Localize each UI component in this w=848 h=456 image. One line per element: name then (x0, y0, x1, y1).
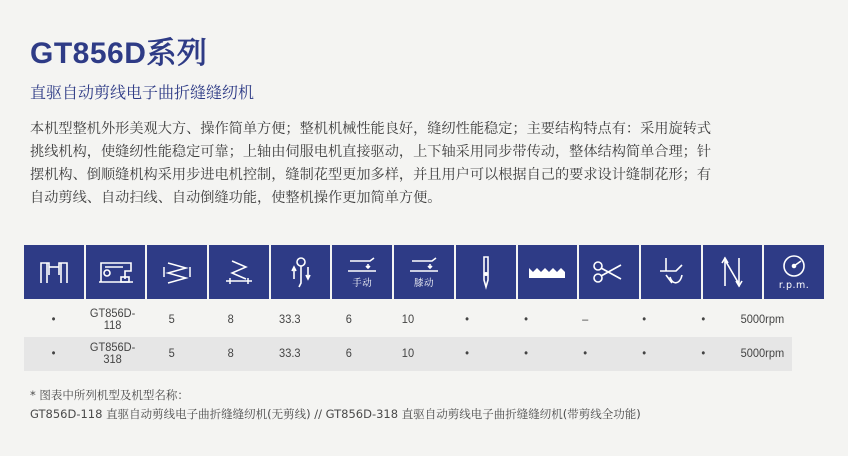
description-line: 摆机构、倒顺缝机构采用步进电机控制，缝制花型更加多样，并且用户可以根据自己的要求设计缝制花形；有 (30, 167, 712, 183)
spec-table-header (24, 245, 824, 299)
table-cell: 5000rpm (740, 348, 785, 360)
table-cell: • (524, 314, 529, 326)
speed-caption: r.p.m. (778, 280, 810, 291)
description-line: 挑线机构，使缝纫性能稳定可靠；上轴由伺服电机直接驱动，上下轴采用同步带传动，整体结构简单合理；针 (30, 144, 712, 160)
table-cell: • (701, 348, 706, 360)
feed-dog-icon (518, 245, 580, 299)
footnote (30, 386, 641, 424)
table-cell: 33.3 (279, 314, 301, 326)
hand-lift-caption: 手动 (352, 278, 373, 289)
table-row (24, 303, 792, 337)
table-cell: • (51, 348, 56, 360)
table-row (24, 337, 792, 371)
table-cell: • (465, 348, 469, 360)
table-cell: • (701, 314, 706, 326)
hand-lift-icon (332, 245, 394, 299)
description (30, 118, 830, 210)
needle-icon (456, 245, 518, 299)
sewing-machine-icon (86, 245, 148, 299)
zigzag-direction-icon (703, 245, 765, 299)
reverse-stitch-icon (641, 245, 703, 299)
page-subtitle: 直驱自动剪线电子曲折缝缝纫机 (30, 83, 255, 102)
description-line: 自动剪线、自动扫线、自动倒缝功能，使整机操作更加简单方便。 (30, 190, 442, 206)
zigzag-width-icon (147, 245, 209, 299)
needle-bar-icon (271, 245, 333, 299)
speed-gauge-icon (764, 245, 824, 299)
table-cell: 10 (401, 314, 415, 326)
spec-table (24, 245, 824, 371)
table-cell: 33.3 (279, 348, 301, 360)
table-cell: 10 (401, 348, 415, 360)
page-title: GT856D系列 (30, 37, 208, 70)
footnote-line: GT856D-118 直驱自动剪线电子曲折缝缝纫机(无剪线) // GT856D-318 直驱自动剪线电子曲折缝缝纫机(带剪线全功能) (30, 407, 641, 421)
table-cell: 6 (345, 314, 352, 326)
table-cell: 8 (227, 314, 234, 326)
table-cell: 5000rpm (740, 314, 785, 326)
table-cell: • (583, 348, 588, 360)
knee-lift-icon (394, 245, 456, 299)
table-cell: • (642, 314, 647, 326)
knee-lift-caption: 膝动 (413, 278, 434, 289)
table-cell: • (524, 348, 529, 360)
footnote-line: * 图表中所列机型及机型名称： (30, 388, 189, 402)
stitch-pattern-icon (209, 245, 271, 299)
description-line: 本机型整机外形美观大方、操作简单方便；整机机械性能良好，缝纫性能稳定；主要结构特点有：采用旋转式 (30, 121, 712, 137)
table-cell: 8 (227, 348, 234, 360)
table-cell: 6 (345, 348, 352, 360)
table-cell: 5 (168, 314, 175, 326)
table-cell-model: GT856D-318 (89, 342, 136, 366)
thread-trimmer-icon (579, 245, 641, 299)
table-cell: • (465, 314, 469, 326)
table-cell: • (642, 348, 647, 360)
table-cell-model: GT856D-118 (89, 308, 136, 332)
table-cell: – (582, 314, 589, 326)
table-cell: 5 (168, 348, 175, 360)
table-cell: • (51, 314, 56, 326)
hook-icon (24, 245, 86, 299)
